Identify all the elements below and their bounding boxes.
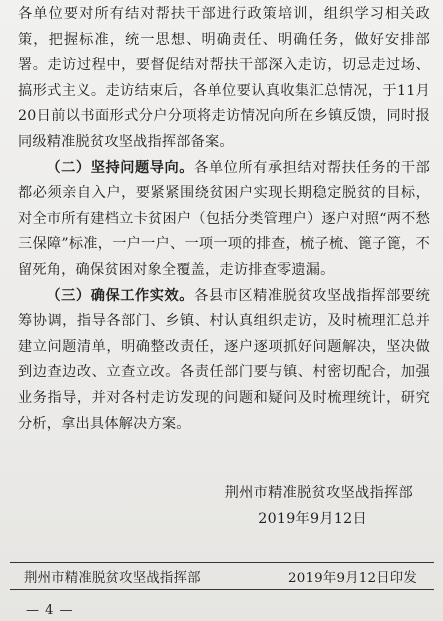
paragraph-2-heading: （二）坚持问题导向。: [46, 159, 195, 176]
body-text: [18, 2, 430, 437]
paragraph-3-text: 各县市区精准脱贫攻坚战指挥部要统筹协调，指导各部门、乡镇、村认真组织走访，及时梳理汇总并建立问题清单，明确整改责任，逐户逐项抓好问题解决，坚决做到边查边改、立查立改。各责任部门要与镇、村密切配合，加强业务指导，并对各村走访发现的问题和疑问及时梳理统计，研究分析，拿出具体解决方案。: [18, 287, 430, 432]
paragraph-2-text: 各单位所有承担结对帮扶任务的干部都必须亲自入户，要紧紧围绕贫困户实现长期稳定脱贫的目标，对全市所有建档立卡贫困户（包括分类管理户）逐户对照“两不愁三保障”标准，一户一户、一项一项的排查，梳子梳、篦子篦，不留死角，确保贫困对象全覆盖，走访排查零遗漏。: [18, 159, 430, 278]
paragraph-1: [18, 2, 430, 156]
footer-print-date: 2019年9月12日印发: [288, 571, 417, 586]
paragraph-2: [18, 156, 430, 284]
signature-date: 2019年9月12日: [258, 511, 367, 527]
footer-bottom-rule: [10, 589, 434, 590]
footer-issuer: 荆州市精准脱贫攻坚战指挥部: [24, 571, 201, 586]
paragraph-3: [18, 284, 430, 438]
page-number: — 4 —: [26, 603, 74, 618]
footer: [24, 567, 417, 586]
signature-org: 荆州市精准脱贫攻坚战指挥部: [224, 485, 413, 501]
paragraph-1-text: 各单位要对所有结对帮扶干部进行政策培训，组织学习相关政策，把握标准，统一思想、明确责任、明确任务，做好安排部署。走访过程中，要督促结对帮扶干部深入走访，切忌走过场、搞形式主义。走访结束后，各单位要认真收集汇总情况，于11月20日前以书面形式分户分项将走访情况向所在乡镇反馈，同时报同级精准脱贫攻坚战指挥部备案。: [18, 6, 430, 150]
footer-top-rule: [10, 562, 434, 563]
paragraph-3-heading: （三）确保工作实效。: [46, 287, 195, 304]
